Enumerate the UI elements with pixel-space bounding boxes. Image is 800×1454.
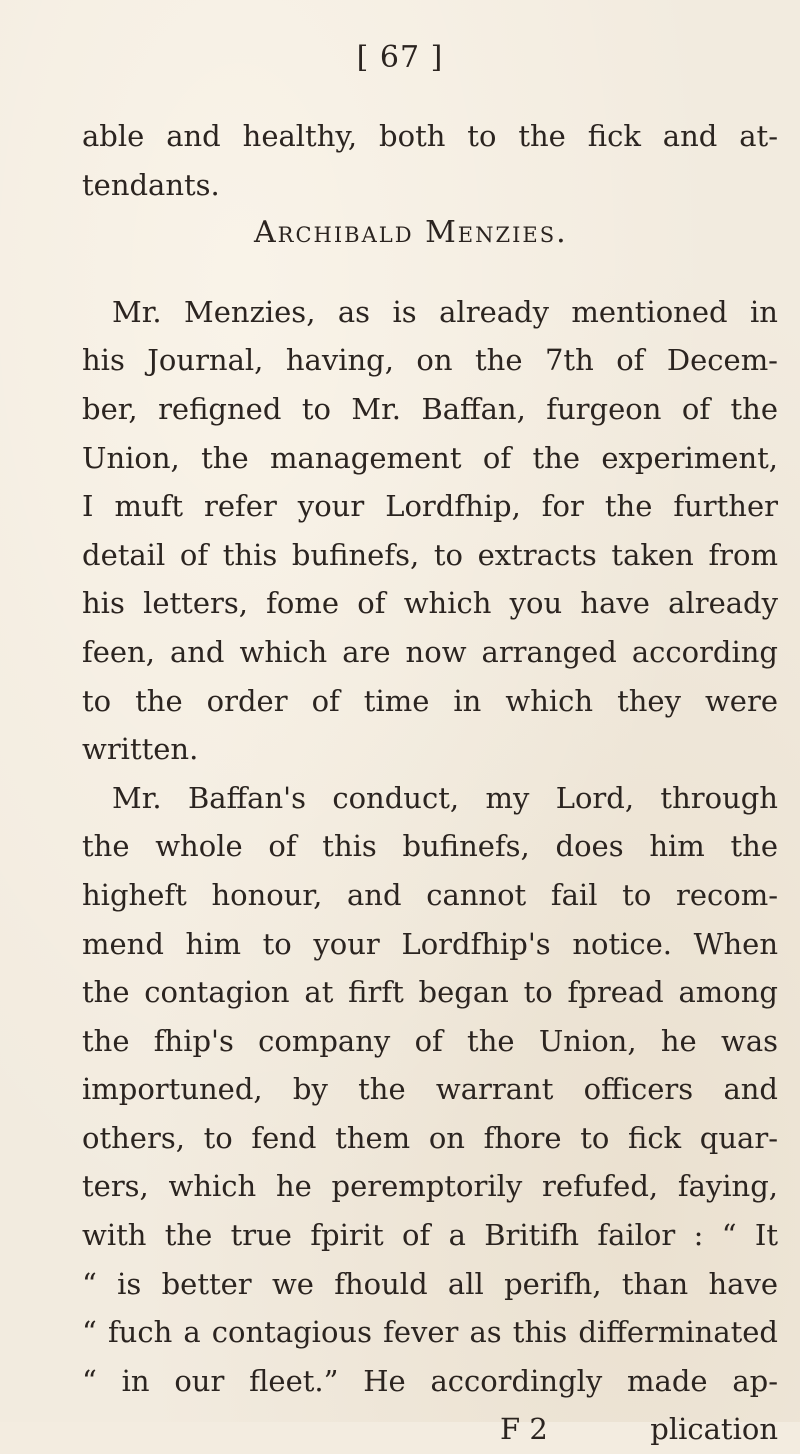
- text-line: the fhip's company of the Union, he was: [82, 1023, 778, 1058]
- text-line: the contagion at firft began to fpread among: [82, 975, 778, 1010]
- paragraph-gap: [82, 258, 778, 288]
- text-line: Union, the management of the experiment,: [82, 440, 778, 475]
- text-line: Mr. Baffan's conduct, my Lord, through: [112, 780, 778, 815]
- text-line: “ fuch a contagious fever as this differminated: [82, 1315, 778, 1350]
- text-line: “ in our fleet.” He accordingly made ap-: [82, 1363, 778, 1398]
- text-line: higheft honour, and cannot fail to recom-: [82, 877, 778, 912]
- text-line: ber, refigned to Mr. Baffan, furgeon of the: [82, 391, 778, 426]
- text-line: Mr. Menzies, as is already mentioned in: [112, 294, 778, 329]
- signature-name: Archibald Menzies.: [254, 215, 568, 251]
- text-line: others, to fend them on fhore to fick quar-: [82, 1120, 778, 1155]
- text-line: written.: [82, 732, 199, 767]
- text-line: tendants.: [82, 167, 220, 202]
- text-line: feen, and which are now arranged according: [82, 634, 778, 669]
- catchword: plication: [650, 1412, 778, 1447]
- text-line: mend him to your Lordfhip's notice. When: [82, 926, 778, 961]
- text-line: with the true fpirit of a Britifh failor : “ It: [82, 1218, 778, 1253]
- text-line: the whole of this bufinefs, does him the: [82, 829, 778, 864]
- text-line: his Journal, having, on the 7th of Decem-: [82, 343, 778, 378]
- text-line: his letters, fome of which you have already: [82, 586, 778, 621]
- footer-line: [82, 1405, 778, 1454]
- text-line: importuned, by the warrant officers and: [82, 1072, 778, 1107]
- page-number-header: [ 67 ]: [356, 40, 444, 75]
- signature-mark: F 2: [500, 1412, 548, 1447]
- text-line: able and healthy, both to the fick and at-: [82, 119, 778, 153]
- body-text: [82, 112, 778, 1454]
- text-line: to the order of time in which they were: [82, 683, 778, 718]
- text-line: I muft refer your Lordfhip, for the further: [82, 489, 778, 524]
- text-line: detail of this bufinefs, to extracts taken from: [82, 537, 778, 572]
- text-line: “ is better we fhould all perifh, than have: [82, 1266, 778, 1301]
- text-line: ters, which he peremptorily refufed, faying,: [82, 1169, 778, 1204]
